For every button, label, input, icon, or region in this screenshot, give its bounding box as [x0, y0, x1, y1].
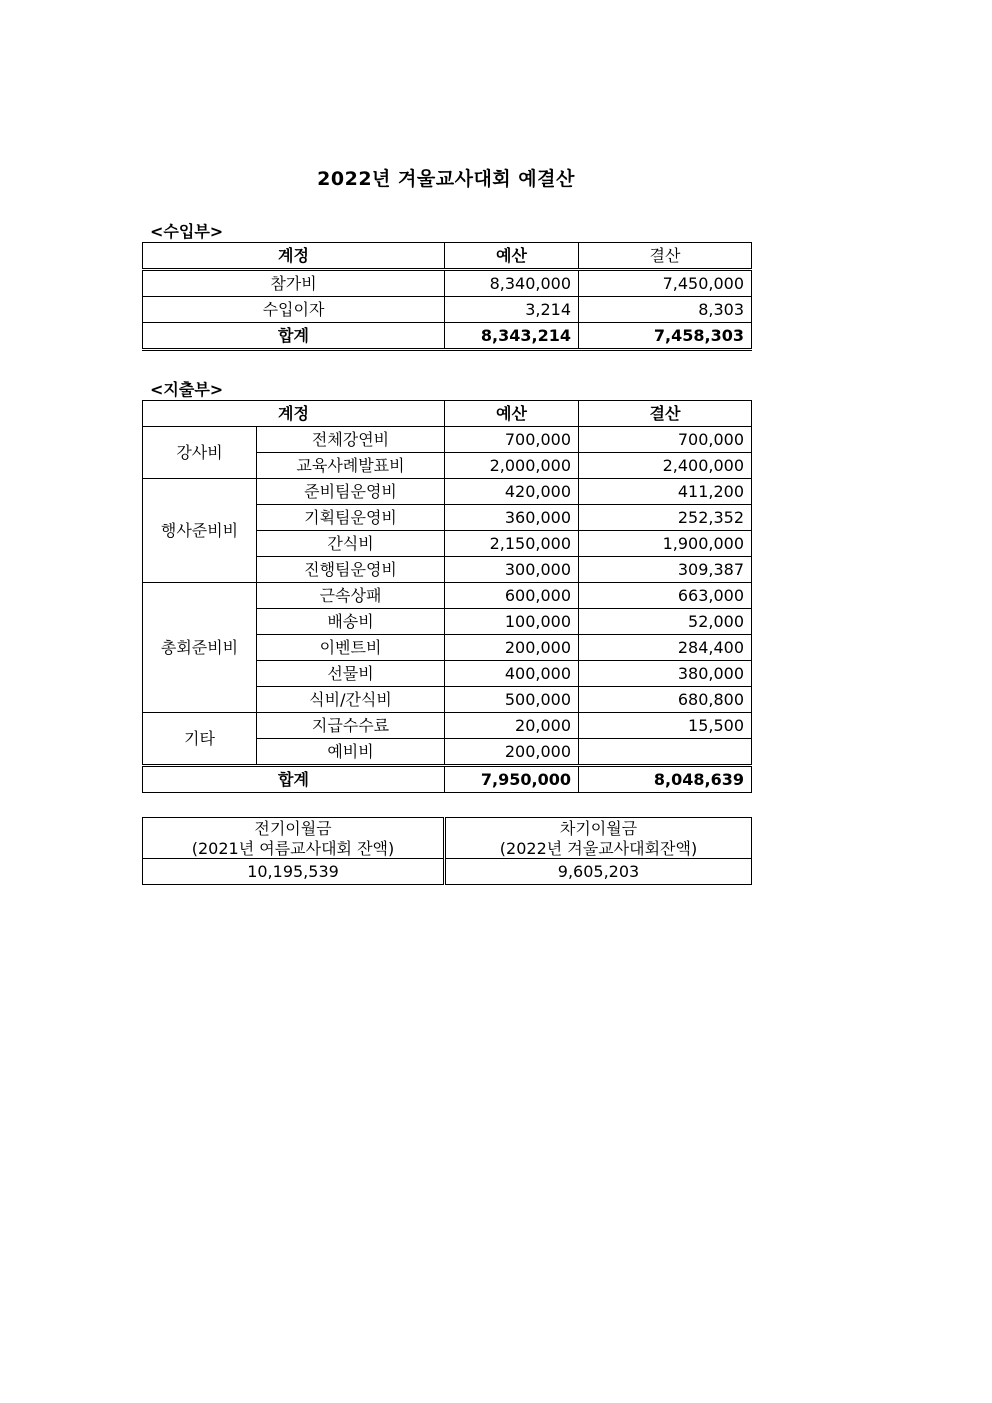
settlement-cell: 700,000: [579, 427, 752, 453]
budget-cell: 600,000: [445, 583, 579, 609]
settlement-cell: 680,800: [579, 687, 752, 713]
settlement-cell: 663,000: [579, 583, 752, 609]
budget-cell: 100,000: [445, 609, 579, 635]
settlement-cell: 380,000: [579, 661, 752, 687]
settlement-cell: 7,450,000: [579, 270, 752, 297]
group-cell: 행사준비비: [143, 479, 257, 583]
budget-cell: 2,150,000: [445, 531, 579, 557]
income-section-label: <수입부>: [150, 222, 224, 241]
group-cell: 총회준비비: [143, 583, 257, 713]
budget-cell: 200,000: [445, 739, 579, 766]
expense-header-row: [143, 401, 752, 427]
previous-carryover-label: 전기이월금: [143, 818, 445, 839]
account-cell: 예비비: [257, 739, 445, 766]
account-cell: 선물비: [257, 661, 445, 687]
total-label: 합계: [143, 766, 445, 793]
page-title: 2022년 겨울교사대회 예결산: [317, 168, 575, 190]
account-cell: 진행팀운영비: [257, 557, 445, 583]
total-settlement: 8,048,639: [579, 766, 752, 793]
header-account: 계정: [143, 243, 445, 270]
account-cell: 근속상패: [257, 583, 445, 609]
budget-cell: 400,000: [445, 661, 579, 687]
account-cell: 전체강연비: [257, 427, 445, 453]
account-cell: 교육사례발표비: [257, 453, 445, 479]
header-budget: 예산: [445, 243, 579, 270]
account-cell: 참가비: [143, 270, 445, 297]
settlement-cell: 8,303: [579, 297, 752, 323]
expense-total-row: [143, 766, 752, 793]
carryover-label-row: [143, 818, 752, 839]
header-account: 계정: [143, 401, 445, 427]
expense-section-label: <지출부>: [150, 380, 224, 399]
account-cell: 지급수수료: [257, 713, 445, 739]
account-cell: 준비팀운영비: [257, 479, 445, 505]
budget-cell: 2,000,000: [445, 453, 579, 479]
settlement-cell: 1,900,000: [579, 531, 752, 557]
total-budget: 8,343,214: [445, 323, 579, 350]
header-budget: 예산: [445, 401, 579, 427]
settlement-cell: [579, 739, 752, 766]
carryover-sublabel-row: [143, 838, 752, 859]
account-cell: 이벤트비: [257, 635, 445, 661]
settlement-cell: 411,200: [579, 479, 752, 505]
previous-carryover-sublabel: (2021년 여름교사대회 잔액): [143, 838, 445, 859]
budget-cell: 8,340,000: [445, 270, 579, 297]
budget-cell: 20,000: [445, 713, 579, 739]
income-table: [142, 242, 752, 351]
previous-carryover-value: 10,195,539: [143, 859, 445, 885]
next-carryover-label: 차기이월금: [445, 818, 752, 839]
budget-cell: 300,000: [445, 557, 579, 583]
settlement-cell: 15,500: [579, 713, 752, 739]
table-row: [143, 713, 752, 739]
settlement-cell: 284,400: [579, 635, 752, 661]
budget-cell: 420,000: [445, 479, 579, 505]
table-row: [143, 479, 752, 505]
group-cell: 기타: [143, 713, 257, 766]
carryover-table: [142, 817, 752, 885]
expense-table: [142, 400, 752, 793]
account-cell: 배송비: [257, 609, 445, 635]
settlement-cell: 2,400,000: [579, 453, 752, 479]
carryover-value-row: [143, 859, 752, 885]
total-label: 합계: [143, 323, 445, 350]
budget-cell: 3,214: [445, 297, 579, 323]
account-cell: 간식비: [257, 531, 445, 557]
total-settlement: 7,458,303: [579, 323, 752, 350]
header-settlement: 결산: [579, 401, 752, 427]
group-cell: 강사비: [143, 427, 257, 479]
table-row: [143, 427, 752, 453]
budget-cell: 360,000: [445, 505, 579, 531]
total-budget: 7,950,000: [445, 766, 579, 793]
settlement-cell: 252,352: [579, 505, 752, 531]
account-cell: 수입이자: [143, 297, 445, 323]
table-row: [143, 270, 752, 297]
budget-cell: 500,000: [445, 687, 579, 713]
table-row: [143, 297, 752, 323]
income-header-row: [143, 243, 752, 270]
account-cell: 식비/간식비: [257, 687, 445, 713]
table-row: [143, 583, 752, 609]
settlement-cell: 309,387: [579, 557, 752, 583]
budget-cell: 200,000: [445, 635, 579, 661]
next-carryover-sublabel: (2022년 겨울교사대회잔액): [445, 838, 752, 859]
settlement-cell: 52,000: [579, 609, 752, 635]
income-total-row: [143, 323, 752, 350]
header-settlement: 결산: [579, 243, 752, 270]
next-carryover-value: 9,605,203: [445, 859, 752, 885]
account-cell: 기획팀운영비: [257, 505, 445, 531]
budget-cell: 700,000: [445, 427, 579, 453]
